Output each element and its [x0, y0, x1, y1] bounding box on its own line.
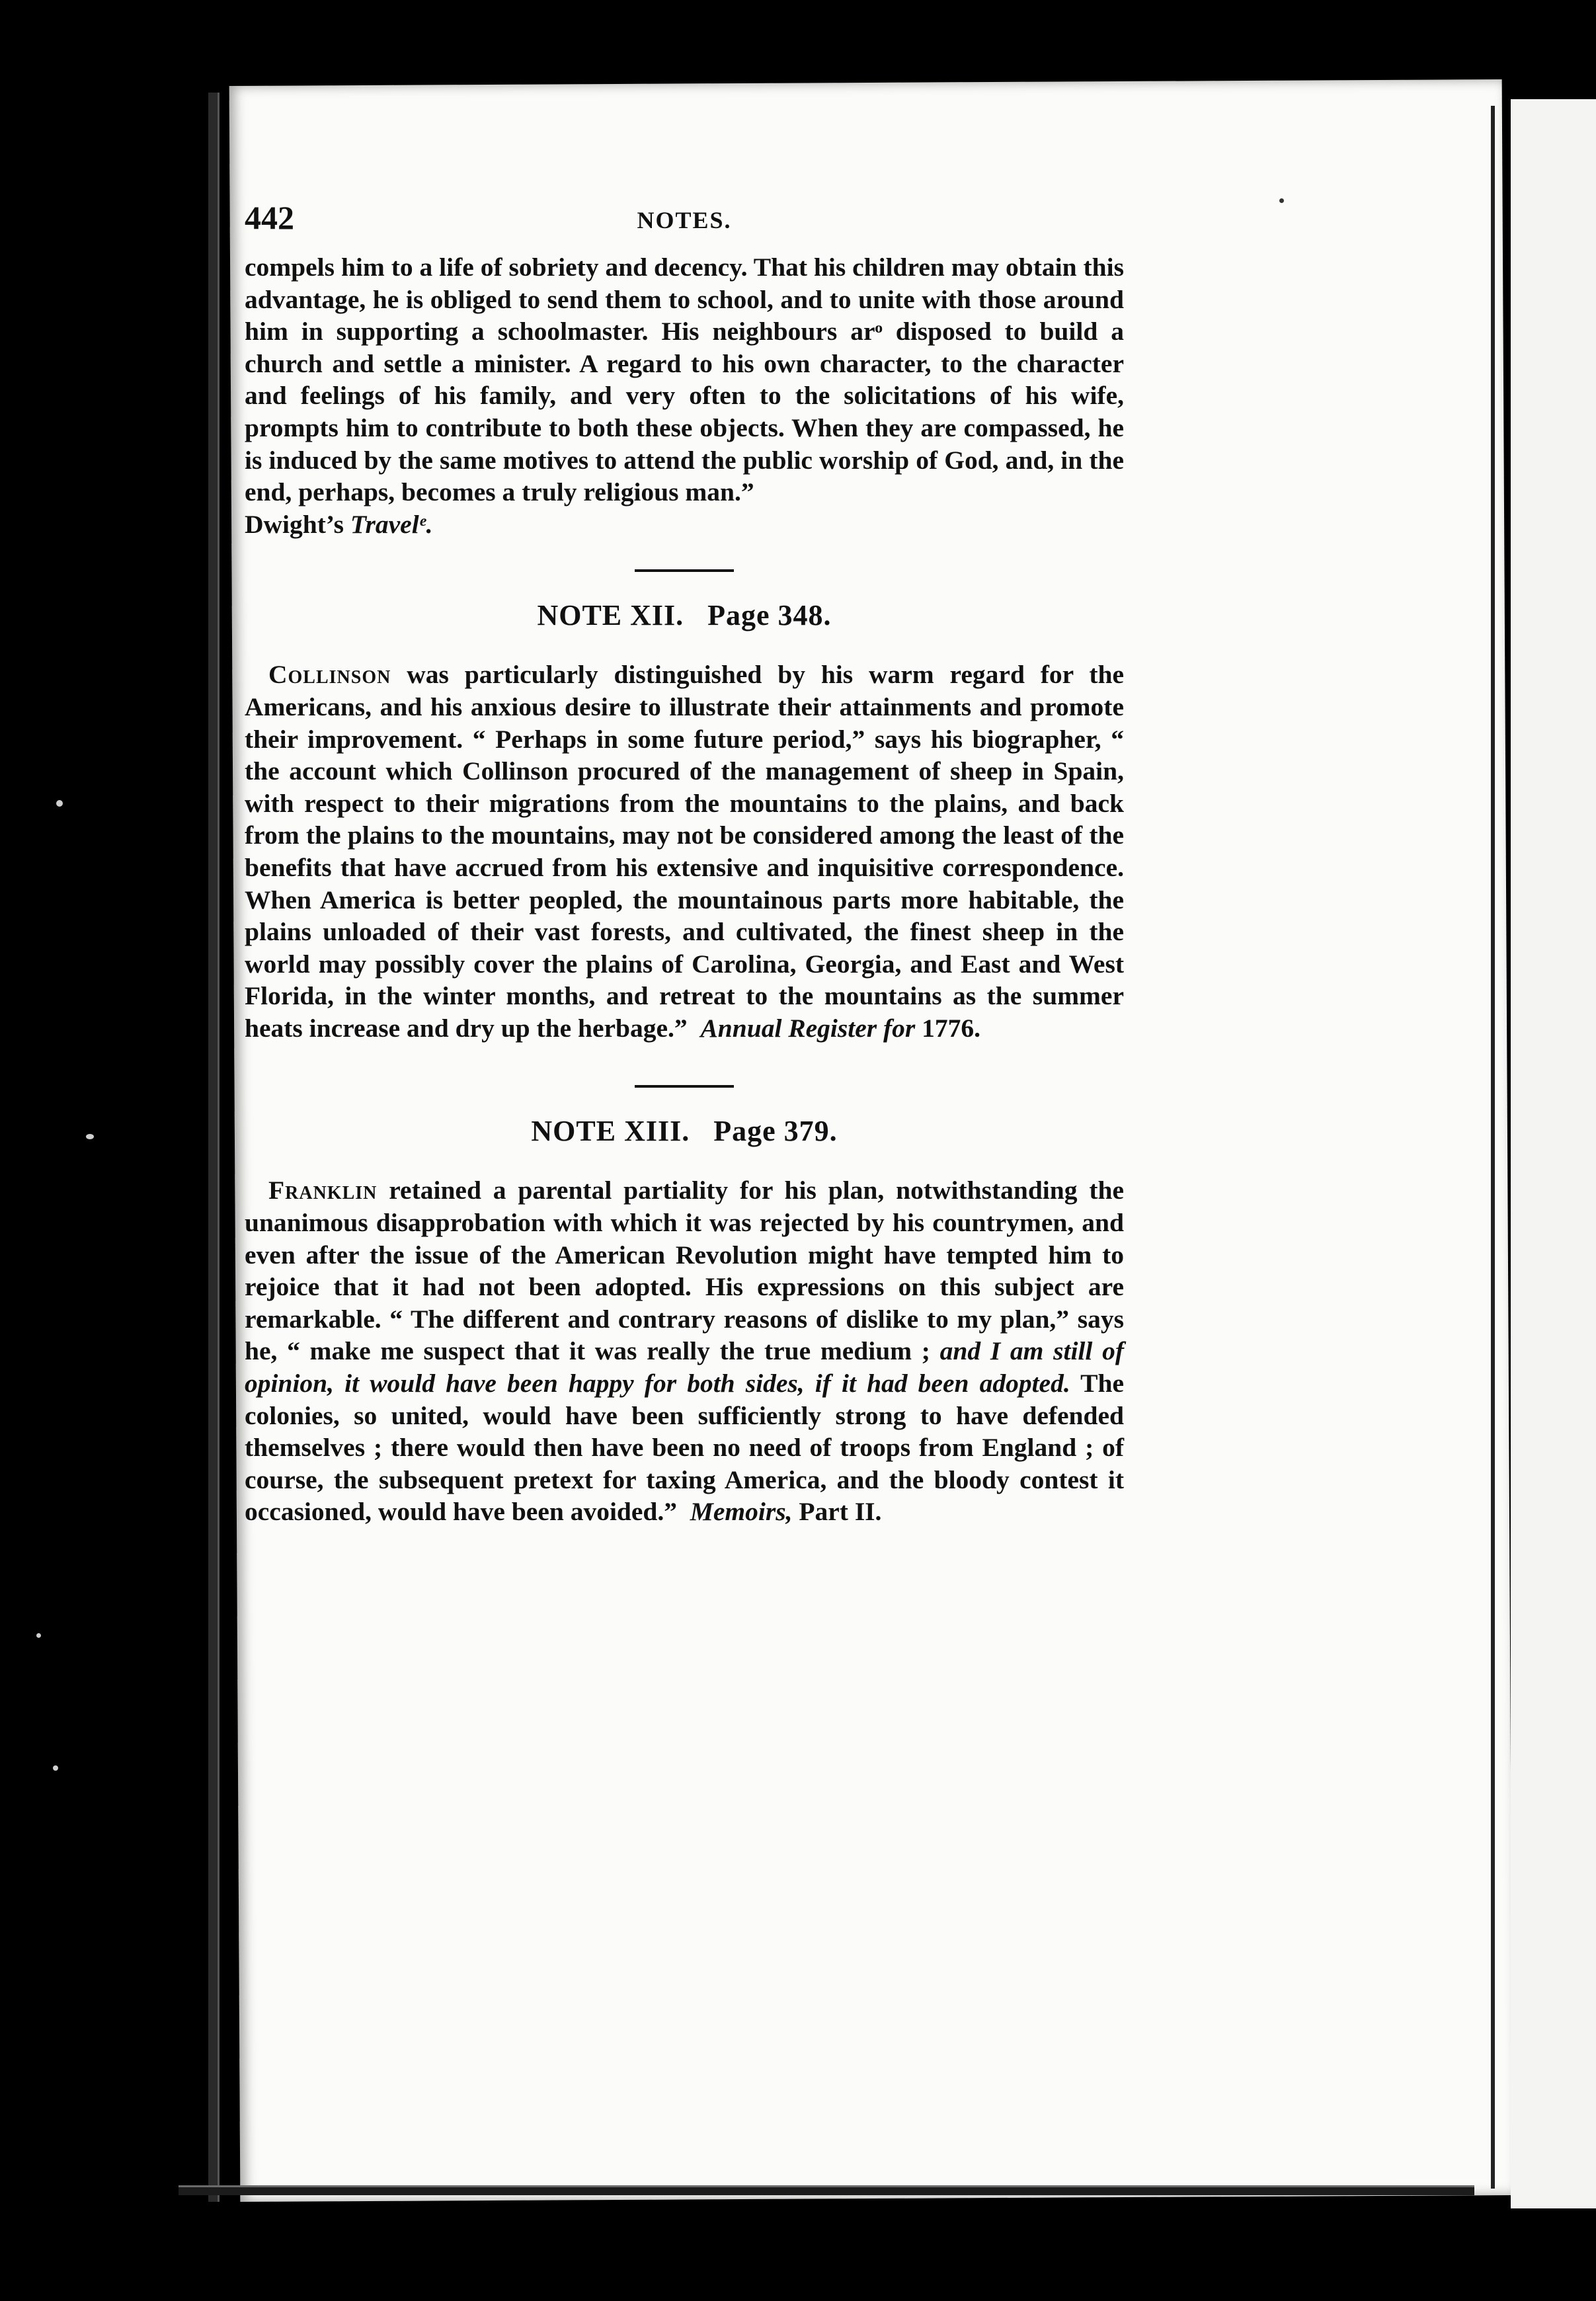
page-bottom-edge — [179, 2185, 1474, 2195]
page-number: 442 — [245, 199, 294, 236]
continuation-citation-author: Dwight’s — [245, 509, 344, 539]
continuation-citation-work: Travelᵉ. — [350, 509, 433, 539]
note-xii-citation-work: Annual Register for — [700, 1013, 916, 1043]
dust-speck — [36, 1633, 41, 1638]
page-text-block — [245, 198, 1124, 1528]
continuation-text: compels him to a life of sobriety and decency. That his children may obtain this advantage, he is obliged to send them to school, and to unite with those around him in supporting a schoolmaster. His neighbours arᵒ disposed to build a church and settle a minister. A regard to his own character, to the character and feelings of his family, and very often to the solicitations of his wife, prompts him to contribute to both these objects. When they are compassed, he is induced by the same motives to attend the public worship of God, and, in the end, perhaps, becomes a truly religious man.” — [245, 253, 1124, 507]
note-xiii-text-before: retained a parental partiality for his plan, notwithstanding the unanimous disapprobation with which it was rejected by his countrymen, and even after the issue of the American Revolution might have tempted him to rejoice that it had not been adopted. His expressions on this subject are remarkable. “ The different and contrary reasons of dislike to my plan,” says he, “ make me suspect that it was really the true medium ; — [245, 1176, 1125, 1366]
page-spine-edge — [208, 93, 219, 2202]
note-xiii-italic-quote: and I am still of opinion, it would have been happy for both sides, if it had been adopted. — [245, 1336, 1124, 1398]
gutter-shadow — [1491, 106, 1495, 2189]
note-xiii-paragraph — [245, 1174, 1124, 1528]
note-xiii-heading: NOTE XIII. Page 379. — [531, 1115, 838, 1148]
dust-speck — [86, 1134, 94, 1139]
dust-speck — [1279, 198, 1284, 203]
note-xii-text: was particularly distinguished by his warm regard for the Americans, and his anxious desire to illustrate their attainments and promote their improvement. “ Perhaps in some future period,” says his biographer, “ the account which Collinson procured of the management of sheep in Spain, with respect to their migrations from the mountains to the plains, and back from the plains to the mountains, may not be considered among the least of the benefits that have accrued from his extensive and inquisitive correspondence. When America is better peopled, the mountainous parts more habitable, the plains unloaded of their vast forests, and cultivated, the finest sheep in the world may possibly cover the plains of Carolina, Georgia, and East and West Florida, in the winter months, and retreat to the mountains as the summer heats increase and dry up the herbage.” — [245, 660, 1124, 1043]
note-xii-citation-year: 1776. — [922, 1013, 981, 1043]
note-xii-lead-word: Collinson — [268, 660, 391, 690]
note-xiii-citation-work: Memoirs, — [690, 1497, 793, 1527]
running-title: NOTES. — [637, 207, 732, 233]
adjacent-page-sliver — [1511, 99, 1596, 2208]
section-divider — [635, 1085, 734, 1088]
dust-speck — [56, 800, 63, 807]
dust-speck — [53, 1765, 58, 1771]
running-head — [245, 198, 1124, 251]
note-xiii-text-after: The colonies, so united, would have been sufficiently strong to have defended themselves ; there would then have been no need of troops from England ; of course, the subsequent pretext for taxing America, and the bloody contest it occasioned, would have been avoided.” — [245, 1369, 1124, 1527]
note-xiii-lead-word: Franklin — [268, 1176, 378, 1205]
section-divider — [635, 569, 734, 572]
note-xii-heading: NOTE XII. Page 348. — [537, 599, 832, 632]
note-xii-paragraph — [245, 659, 1124, 1044]
continuation-paragraph — [245, 251, 1124, 540]
note-xiii-citation-part: Part II. — [799, 1497, 882, 1527]
